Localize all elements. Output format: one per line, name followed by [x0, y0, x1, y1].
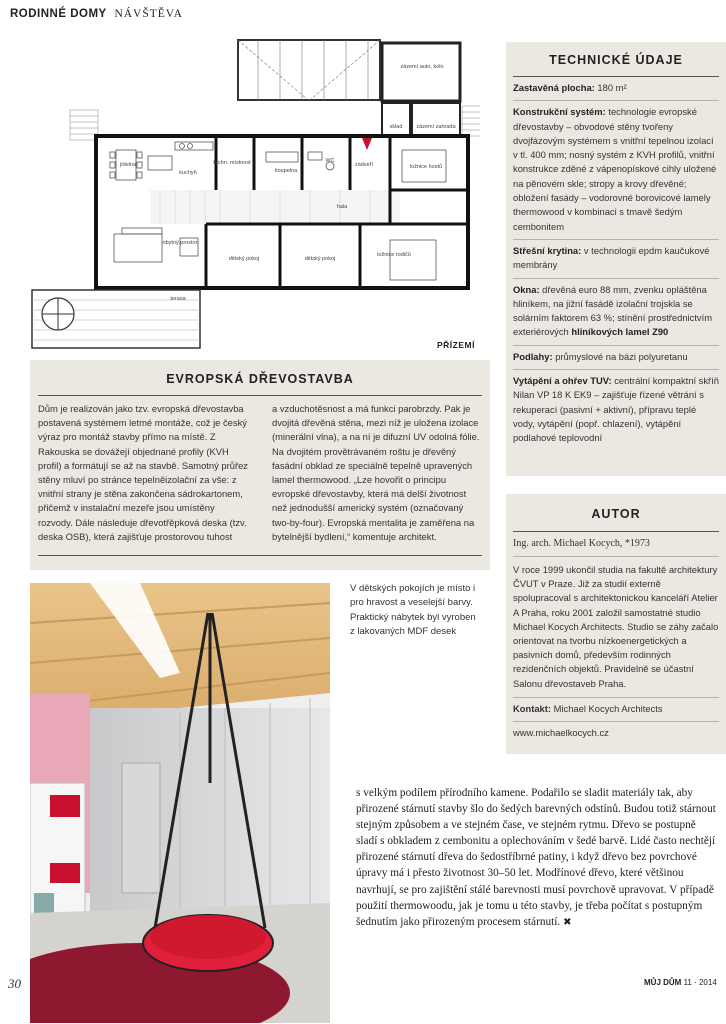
floor-plan-label: PŘÍZEMÍ: [437, 340, 475, 350]
room-label: jídelna: [119, 162, 137, 168]
author-website[interactable]: www.michaelkocych.cz: [513, 726, 609, 738]
room-label: hala: [336, 204, 348, 210]
tech-item-label: Vytápění a ohřev TUV:: [513, 375, 612, 387]
tech-item: [513, 77, 719, 101]
tech-item: [513, 279, 719, 346]
tech-item: [513, 370, 719, 450]
author-bio: V roce 1999 ukončil studia na fakultě architektury ČVUT v Praze. Již za studií externě spolupracoval s architektonickou kanceláří Atelier A Praha, roku 2001 založil samostatné studio Michael Kocych Architects. Studio se záhy začalo orientovat na tvorbu nízkoenergetických a pasivních domů, především rodinných rezidenčních objektů. Pravidelně se účastní Salonu dřevostaveb Praha.: [513, 557, 719, 698]
room-label: koupelna: [274, 168, 298, 174]
tech-item-text: dřevěná euro 88 mm, zvenku opláštěna hliníkem, na jižní fasádě izolační trojskla se solárním faktorem 63 %; stínění prostřednictvím exteriérových: [513, 283, 713, 338]
tech-item: [513, 346, 719, 370]
section-title: RODINNÉ DOMY: [10, 8, 107, 20]
tech-item-label: Podlahy:: [513, 350, 553, 362]
magazine-name: MŮJ DŮM: [644, 978, 682, 987]
room-label: ložnice hostů: [409, 164, 443, 170]
room-label: zázemí auto, kolo: [400, 64, 444, 70]
magazine-issue: 11 · 2014: [681, 978, 717, 987]
photo-caption: V dětských pokojích je místo i pro hravost a veselejší barvy. Praktický nábytek byl vyroben z lakovaných MDF desek: [350, 583, 476, 637]
euro-box: [30, 360, 490, 570]
room-label: terasa: [170, 296, 186, 302]
article-text: s velkým podílem přírodního kamene. Podařilo se sladit materiály tak, aby přirozené stárnutí stavby šlo do šedých barevných odstínů. Budou totiž stárnout stejným způsobem a ve stejném čase, ve stejném rytmu. Dřevo se postupně sladí s obkladem z cembonitu a oplechováním v šedé barvě. Lidé často nechtějí přirozené stárnutí dřeva do šedostříbrné patiny, i když dřevo bez povrchové úpravy má i přesto životnost 30–50 let. Modřínové dřevo, které většinou navrhují, se pro zajištění stálé barevnosti musí povrchově upravovat. V případě použití thermowoodu, jak je tomu u této stavby, je třeba počítat s postupným šednutím jako přirozeným procesem stárnutí.: [356, 787, 716, 928]
room-label: obytný prostor: [162, 240, 198, 246]
author-name: Ing. arch. Michael Kocych, *1973: [513, 532, 719, 557]
euro-col-1: Dům je realizován jako tzv. evropská dřevostavba postavená systémem letmé montáže, což je český výraz pro montáž stavby přímo na místě. Z Rakouska se dovážejí objednané profily (KVH profil) a formátují se až na stavbě. Samotný průřez stěny mluví po stránce tepelněizolační za vše: z vnitřní strany je stěna zakončena sádrokartonem, přičemž v instalační mezeře jsou umístěny rozvody. Dále následuje dřevotřěpková deska (tzv. deska OSB), která zajišťuje prostorovou tuhost: [38, 403, 248, 542]
author-contact: [513, 698, 719, 722]
article-body: [356, 785, 716, 931]
tech-item-text: centrální kompaktní skříň Nilan VP 18 K EK9 – zajišťuje řízené větrání s rekuperací (pasivní + aktivní), přípravu teplé vody, vytápění (popř. chlazení), vytápění podlahové teplovodní: [513, 375, 719, 444]
room-label: WC: [325, 158, 335, 164]
room-label: sklad: [389, 124, 403, 130]
subsection-title: NÁVŠTĚVA: [114, 8, 183, 20]
room-label: techn. místnost: [213, 160, 251, 166]
contact-value: Michael Kocych Architects: [551, 702, 663, 714]
euro-box-title: EVROPSKÁ DŘEVOSTAVBA: [166, 372, 354, 386]
euro-columns: [38, 396, 482, 544]
page-header: [10, 8, 183, 20]
tech-item-text: technologie evropské dřevostavby – obvodové stěny tvořeny dvojfázovým systémem s vnitřní tepelnou izolací v tl. 400 mm; nosný systém z KVH profilů, vnitřní konstrukce zděné z vápenopískové cihly uložené na pěnovém skle; stropy a krovy dřevěné; obložení fasády – vodorovné borovicové lamely thermowood v kombinaci s tmavě šedým cembonitem: [513, 106, 717, 232]
author-box: [506, 494, 726, 754]
tech-item-label: Zastavěná plocha:: [513, 82, 595, 93]
kids-room-photo: [30, 583, 330, 1023]
tech-item-bold: hliníkových lamel Z90: [571, 326, 669, 338]
tech-item-text: v technologii epdm kaučukové membrány: [513, 244, 710, 271]
room-label: kuchyň: [179, 170, 197, 176]
tech-data-box: [506, 42, 726, 476]
magazine-footer: [644, 978, 717, 987]
room-label: zádveří: [354, 162, 374, 168]
divider: [38, 555, 482, 556]
tech-item: [513, 101, 719, 240]
room-label: dětský pokoj: [228, 256, 260, 262]
room-label: ložnice rodičů: [377, 252, 411, 258]
end-mark-icon: ✖: [563, 916, 572, 928]
tech-item-text: průmyslové na bázi polyuretanu: [552, 350, 688, 362]
tech-item-label: Okna:: [513, 283, 540, 295]
tech-box-title: TECHNICKÉ ÚDAJE: [549, 53, 683, 67]
room-label: dětský pokoj: [304, 256, 336, 262]
tech-item-text: 180 m²: [594, 82, 627, 93]
room-label: zázemí zahrada: [416, 124, 456, 130]
euro-col-2: a vzduchotěsnost a má funkci parobrzdy. Pak je dvojitá dřevěná stěna, mezi níž je uložena izolace (minerální vlna), a na ní je difuzní UV odolná fólie. Na dvojitém provětrávaném roštu je dřevěný fasádní obklad ze speciálně tepelně upravených lamel thermowood. „Lze hovořit o principu evropské dřevostavby, která má delší životnost než jednodušší americký systém (označovaný two-by-four). Evropská mentalita je zaměřena na bytelnější bydlení,“ komentuje architekt.: [272, 403, 480, 542]
tech-item-label: Konstrukční systém:: [513, 106, 606, 118]
tech-item-label: Střešní krytina:: [513, 244, 582, 256]
author-box-title: AUTOR: [591, 507, 641, 521]
page-number: 30: [8, 976, 21, 991]
floor-plan: [30, 38, 480, 350]
contact-label: Kontakt:: [513, 702, 552, 714]
tech-item: [513, 240, 719, 279]
